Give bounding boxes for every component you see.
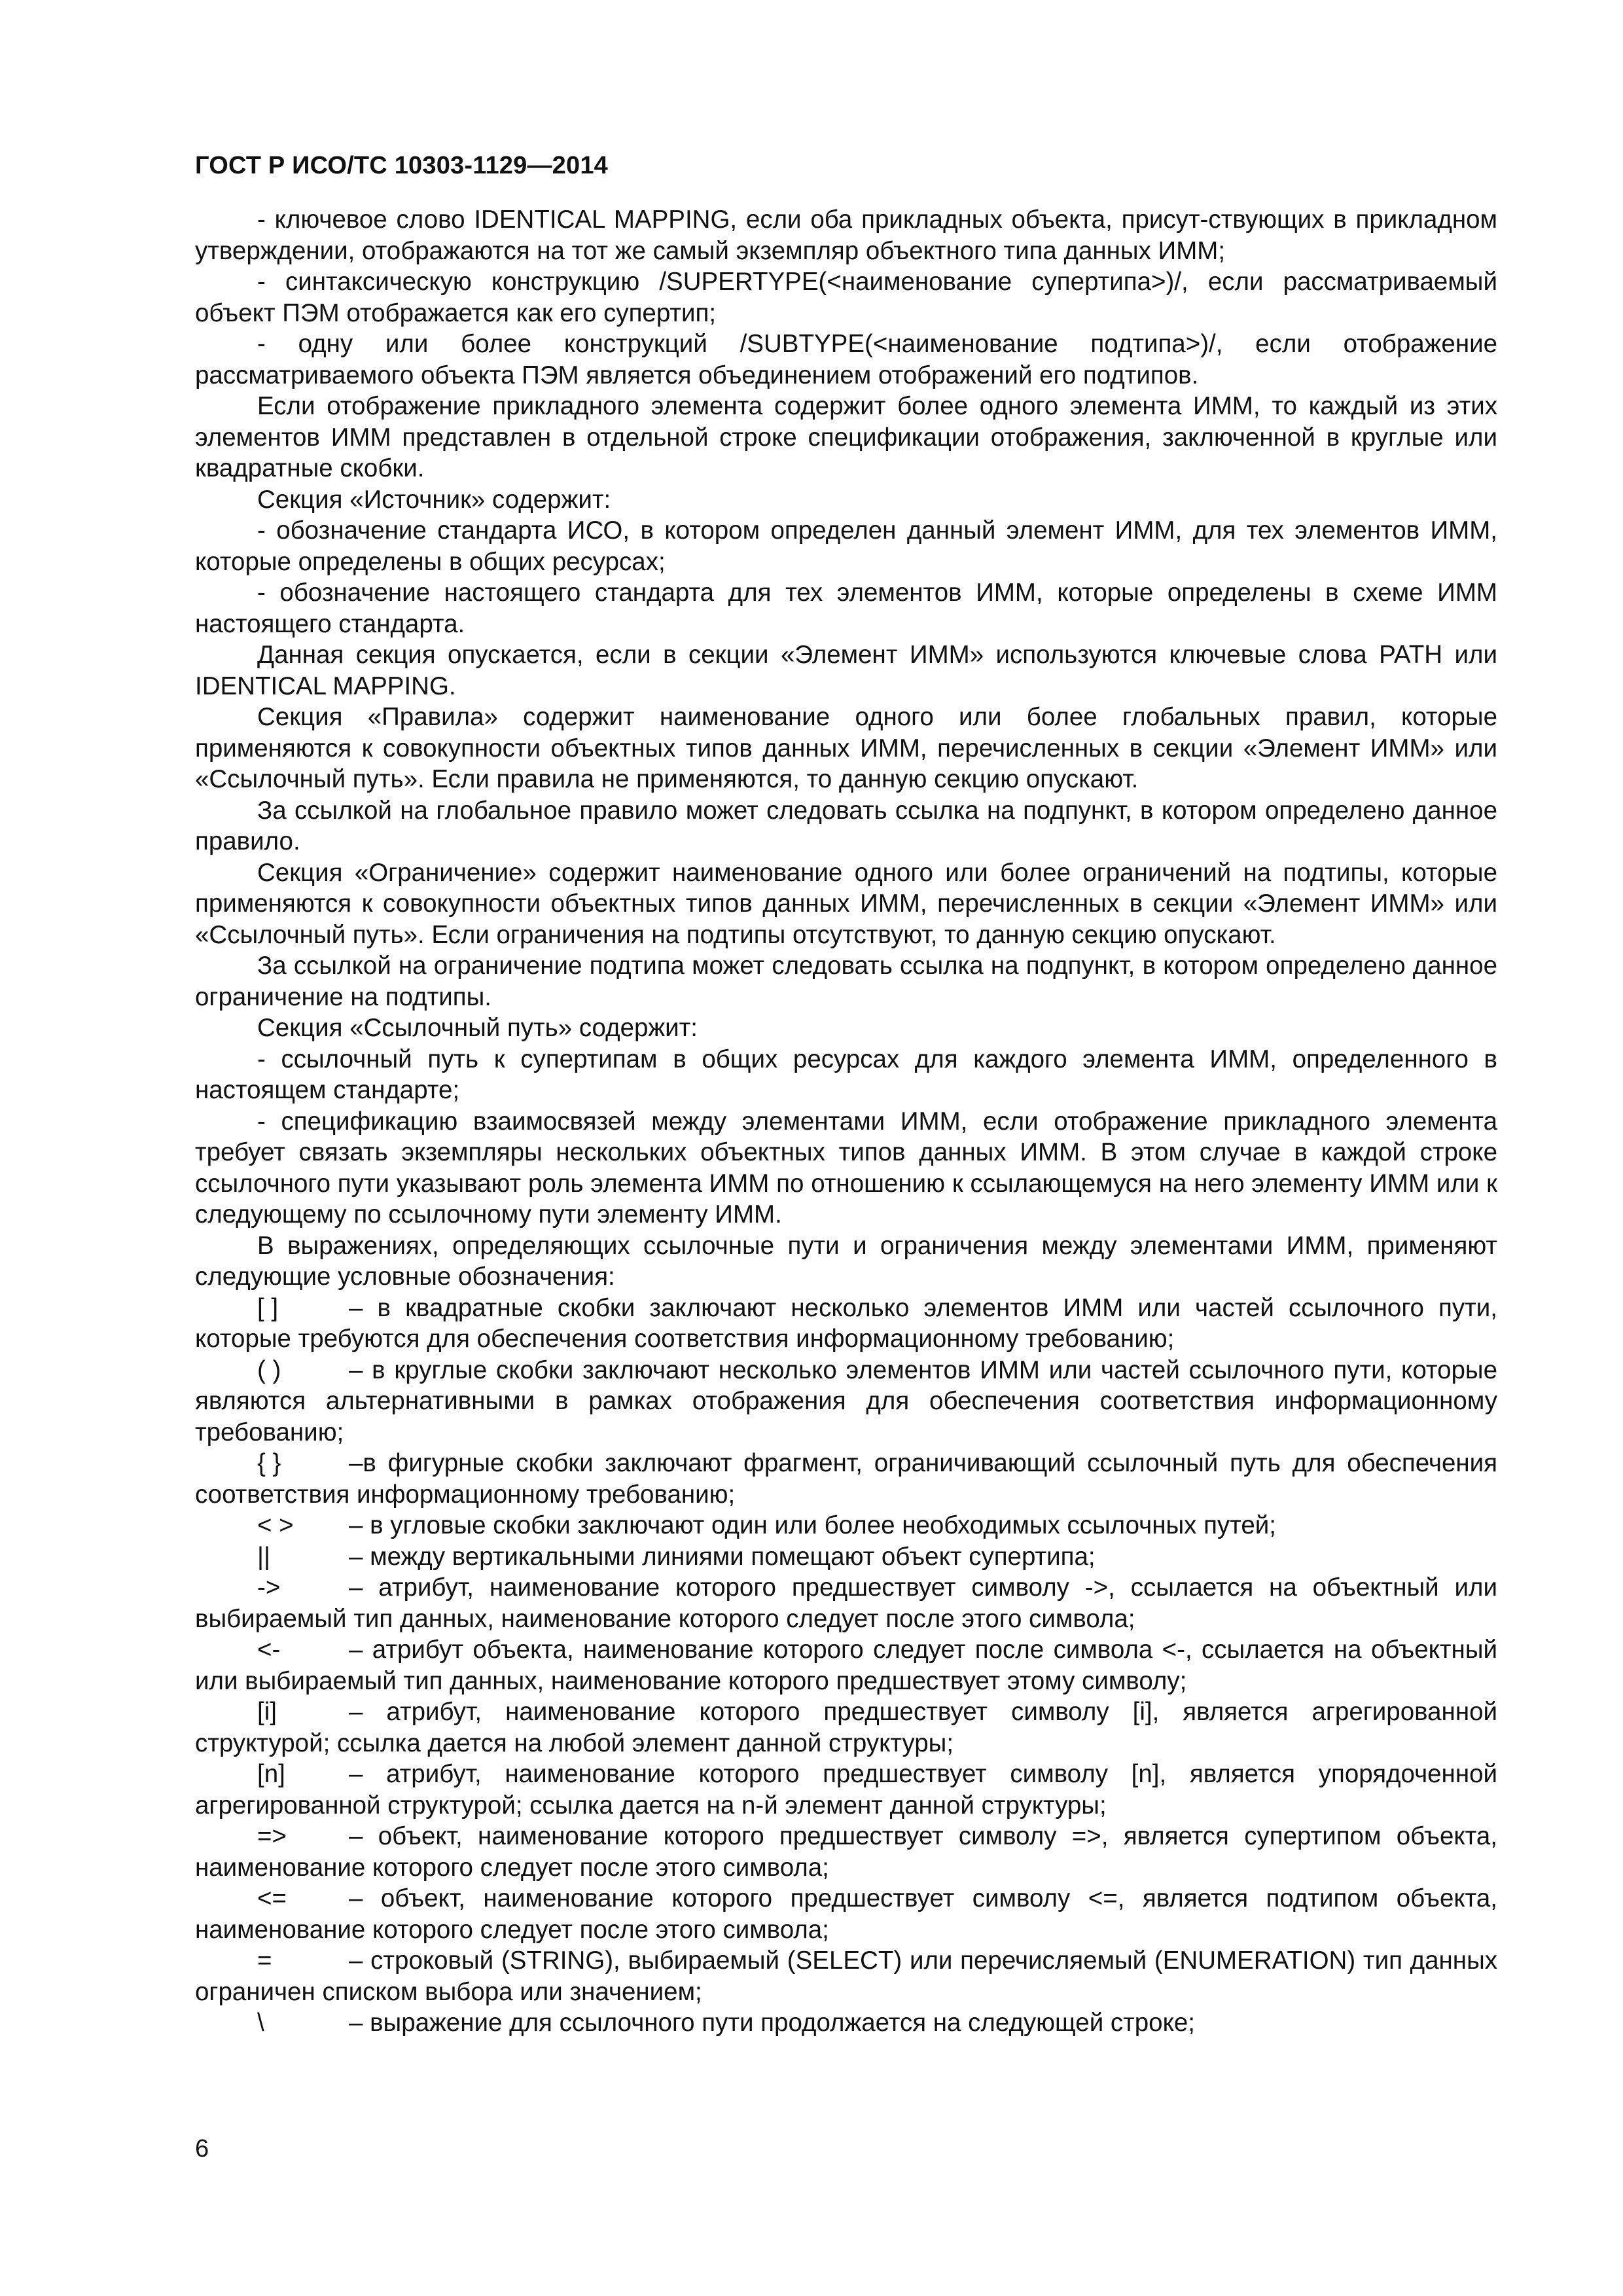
notation-item bbox=[195, 1821, 1497, 1883]
paragraph: Секция «Источник» содержит: bbox=[257, 485, 611, 514]
notation-description: – выражение для ссылочного пути продолжается на следующей строке; bbox=[349, 2009, 1195, 2037]
paragraph: Секция «Ограничение» содержит наименование одного или более ограничений на подтипы, которые применяются к совокупности объектных типов данных ИММ, перечисленных в секции «Элемент ИММ» или «Ссылочный путь». Если ограничения на подтипы отсутствуют, то данную секцию опускают. bbox=[195, 858, 1497, 949]
document-body bbox=[195, 204, 1497, 2039]
notation-item bbox=[195, 1696, 1497, 1759]
page-number: 6 bbox=[195, 2135, 209, 2162]
notation-symbol: { } bbox=[257, 1449, 281, 1477]
notation-description: – атрибут, наименование которого предшествует символу [i], является агрегированной структурой; ссылка дается на любой элемент данной структуры; bbox=[195, 1698, 1497, 1757]
notation-item bbox=[195, 1945, 1497, 2007]
notation-symbol: \ bbox=[257, 2009, 264, 2037]
paragraph: - синтаксическую конструкцию /SUPERTYPE(<наименование супертипа>)/, если рассматриваемый объект ПЭМ отображается как его супертип; bbox=[195, 268, 1497, 327]
notation-item bbox=[195, 1510, 1497, 1541]
paragraph: Если отображение прикладного элемента содержит более одного элемента ИММ, то каждый из этих элементов ИММ представлен в отдельной строке спецификации отображения, заключенной в круглые или квадратные скобки. bbox=[195, 392, 1497, 482]
notation-description: – в круглые скобки заключают несколько элементов ИММ или частей ссылочного пути, которые являются альтернативными в рамках отображения для обеспечения соответствия информационному требованию; bbox=[195, 1355, 1497, 1446]
notation-symbol: < > bbox=[257, 1511, 294, 1539]
notation-item bbox=[195, 1355, 1497, 1448]
notation-description: – строковый (STRING), выбираемый (SELECT) или перечисляемый (ENUMERATION) тип данных ограничен списком выбора или значением; bbox=[195, 1946, 1497, 2006]
notation-item bbox=[195, 1759, 1497, 1821]
document-header: ГОСТ Р ИСО/ТС 10303-1129—2014 bbox=[195, 152, 609, 179]
paragraph: - обозначение стандарта ИСО, в котором определен данный элемент ИММ, для тех элементов ИММ, которые определены в общих ресурсах; bbox=[195, 516, 1497, 576]
notation-description: –в фигурные скобки заключают фрагмент, ограничивающий ссылочный путь для обеспечения соответствия информационному требованию; bbox=[195, 1449, 1497, 1509]
notation-symbol: <= bbox=[257, 1884, 287, 1912]
notation-item bbox=[195, 1541, 1497, 1573]
notation-description: – в квадратные скобки заключают несколько элементов ИММ или частей ссылочного пути, которые требуются для обеспечения соответствия информационному требованию; bbox=[195, 1293, 1497, 1353]
notation-description: – между вертикальными линиями помещают объект супертипа; bbox=[349, 1542, 1096, 1571]
notation-symbol: => bbox=[257, 1822, 287, 1850]
paragraph: Секция «Правила» содержит наименование одного или более глобальных правил, которые применяются к совокупности объектных типов данных ИММ, перечисленных в секции «Элемент ИММ» или «Ссылочный путь». Если правила не применяются, то данную секцию опускают. bbox=[195, 703, 1497, 793]
paragraph: - обозначение настоящего стандарта для тех элементов ИММ, которые определены в схеме ИММ настоящего стандарта. bbox=[195, 579, 1497, 638]
notation-symbol: = bbox=[257, 1946, 272, 1975]
notation-item bbox=[195, 1293, 1497, 1355]
notation-description: – в угловые скобки заключают один или более необходимых ссылочных путей; bbox=[349, 1511, 1276, 1539]
notation-item bbox=[195, 1634, 1497, 1696]
paragraph: Данная секция опускается, если в секции «Элемент ИММ» используются ключевые слова PATH или IDENTICAL MAPPING. bbox=[195, 641, 1497, 700]
notation-symbol: -> bbox=[257, 1573, 281, 1602]
paragraph: - ключевое слово IDENTICAL MAPPING, если оба прикладных объекта, присут-ствующих в прикладном утверждении, отображаются на тот же самый экземпляр объектного типа данных ИММ; bbox=[195, 206, 1497, 265]
notation-description: – атрибут объекта, наименование которого следует после символа <-, ссылается на объектный или выбираемый тип данных, наименование которого предшествует этому символу; bbox=[195, 1636, 1497, 1695]
notation-item bbox=[195, 1448, 1497, 1510]
notation-item bbox=[195, 2007, 1497, 2039]
notation-symbol: <- bbox=[257, 1636, 281, 1664]
notation-description: – объект, наименование которого предшествует символу =>, является супертипом объекта, наименование которого следует после этого символа; bbox=[195, 1822, 1497, 1882]
notation-symbol: [n] bbox=[257, 1760, 285, 1788]
paragraph: - спецификацию взаимосвязей между элементами ИММ, если отображение прикладного элемента требует связать экземпляры нескольких объектных типов данных ИММ. В этом случае в каждой строке ссылочного пути указывают роль элемента ИММ по отношению к ссылающемуся на него элементу ИММ или к следующему по ссылочному пути элементу ИММ. bbox=[195, 1107, 1497, 1229]
notation-symbol: [i] bbox=[257, 1698, 277, 1726]
paragraph: За ссылкой на ограничение подтипа может следовать ссылка на подпункт, в котором определено данное ограничение на подтипы. bbox=[195, 952, 1497, 1011]
paragraph: За ссылкой на глобальное правило может следовать ссылка на подпункт, в котором определено данное правило. bbox=[195, 796, 1497, 855]
notation-symbol: || bbox=[257, 1542, 271, 1571]
notation-description: – объект, наименование которого предшествует символу <=, является подтипом объекта, наименование которого следует после этого символа; bbox=[195, 1884, 1497, 1944]
notation-description: – атрибут, наименование которого предшествует символу [n], является упорядоченной агрегированной структурой; ссылка дается на n-й элемент данной структуры; bbox=[195, 1760, 1497, 1820]
notation-item bbox=[195, 1572, 1497, 1634]
paragraph: - ссылочный путь к супертипам в общих ресурсах для каждого элемента ИММ, определенного в настоящем стандарте; bbox=[195, 1045, 1497, 1104]
notation-symbol: ( ) bbox=[257, 1355, 281, 1384]
paragraph: В выражениях, определяющих ссылочные пути и ограничения между элементами ИММ, применяют следующие условные обозначения: bbox=[195, 1231, 1497, 1291]
notation-description: – атрибут, наименование которого предшествует символу ->, ссылается на объектный или выбираемый тип данных, наименование которого следует после этого символа; bbox=[195, 1573, 1497, 1633]
notation-symbol: [ ] bbox=[257, 1293, 279, 1322]
paragraph: - одну или более конструкций /SUBTYPE(<наименование подтипа>)/, если отображение рассматриваемого объекта ПЭМ является объединением отображений его подтипов. bbox=[195, 330, 1497, 389]
paragraph: Секция «Ссылочный путь» содержит: bbox=[257, 1014, 698, 1042]
notation-item bbox=[195, 1883, 1497, 1945]
